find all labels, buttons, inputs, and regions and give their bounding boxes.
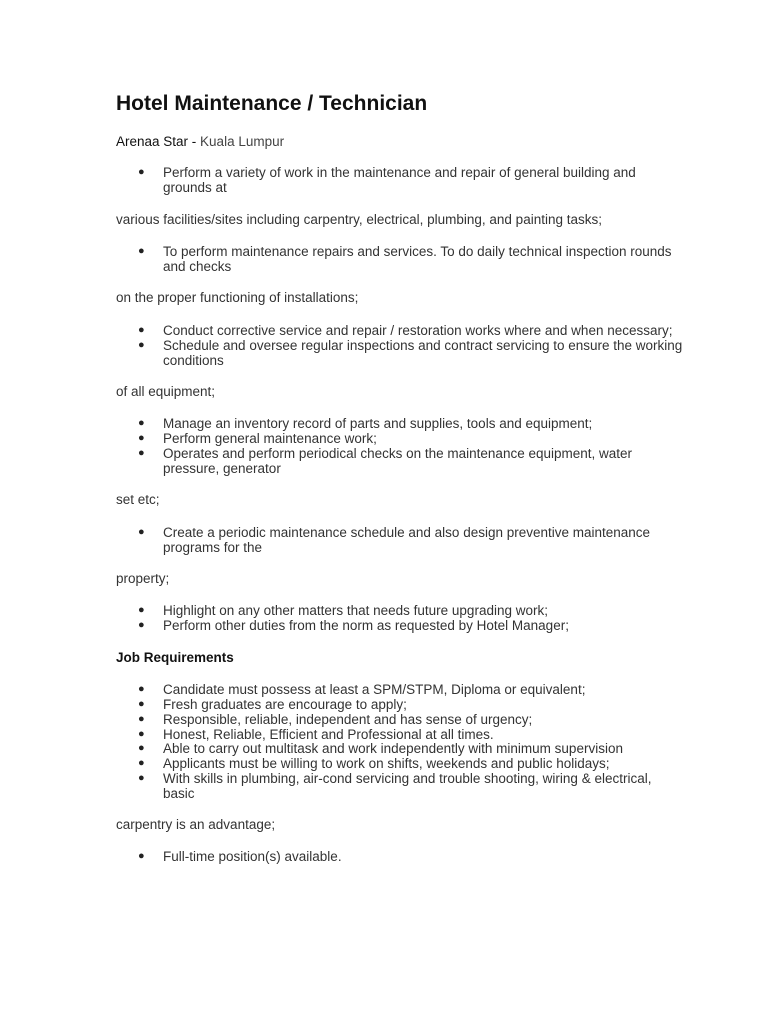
list-item-text: Honest, Reliable, Efficient and Professional at all times. [163,727,494,742]
bullet-icon: ● [138,742,145,754]
bullet-icon: ● [138,604,145,616]
list-item-text: Fresh graduates are encourage to apply; [163,697,407,712]
list-item-text: Perform a variety of work in the maintenance and repair of general building and grounds at [163,165,636,195]
bullet-icon: ● [138,526,145,538]
list-item-text: Manage an inventory record of parts and supplies, tools and equipment; [163,416,593,431]
bullet-icon: ● [138,728,145,740]
bullet-icon: ● [138,447,145,459]
list-item-text: Operates and perform periodical checks on the maintenance equipment, water pressure, generator [163,446,633,476]
bullet-icon: ● [138,245,145,257]
bullet-icon: ● [138,757,145,769]
paragraph-text: on the proper functioning of installations; [116,290,359,305]
company-location-line [116,134,284,149]
bullet-icon: ● [138,713,145,725]
list-item-text: Perform other duties from the norm as requested by Hotel Manager; [163,618,569,633]
job-title: Hotel Maintenance / Technician [116,92,428,115]
company-separator: - [188,134,201,149]
bullet-icon: ● [138,619,145,631]
list-item-text: Schedule and oversee regular inspections and contract servicing to ensure the working conditions [163,338,683,368]
list-item-text: Create a periodic maintenance schedule and also design preventive maintenance programs for the [163,525,651,555]
company-name: Arenaa Star [116,134,189,149]
bullet-icon: ● [138,683,145,695]
bullet-icon: ● [138,772,145,784]
paragraph-text: set etc; [116,492,160,507]
bullet-icon: ● [138,698,145,710]
bullet-icon: ● [138,432,145,444]
list-item-text: Highlight on any other matters that needs future upgrading work; [163,603,548,618]
list-item-text: Full-time position(s) available. [163,849,342,864]
list-item-text: Candidate must possess at least a SPM/STPM, Diploma or equivalent; [163,682,586,697]
bullet-icon: ● [138,850,145,862]
list-item-text: To perform maintenance repairs and services. To do daily technical inspection rounds and checks [163,244,672,274]
list-item-text: With skills in plumbing, air-cond servicing and trouble shooting, wiring & electrical, basic [163,771,652,801]
job-location: Kuala Lumpur [200,134,285,149]
list-item-text: Conduct corrective service and repair / restoration works where and when necessary; [163,323,673,338]
bullet-icon: ● [138,339,145,351]
paragraph-text: various facilities/sites including carpentry, electrical, plumbing, and painting tasks; [116,212,602,227]
paragraph-text: carpentry is an advantage; [116,817,276,832]
list-item-text: Applicants must be willing to work on shifts, weekends and public holidays; [163,756,610,771]
bullet-icon: ● [138,324,145,336]
list-item-text: Able to carry out multitask and work independently with minimum supervision [163,741,623,756]
bullet-icon: ● [138,417,145,429]
list-item-text: Perform general maintenance work; [163,431,377,446]
bullet-icon: ● [138,166,145,178]
paragraph-text: of all equipment; [116,384,216,399]
paragraph-text: property; [116,571,170,586]
section-heading-job-requirements: Job Requirements [116,650,234,665]
list-item-text: Responsible, reliable, independent and has sense of urgency; [163,712,533,727]
